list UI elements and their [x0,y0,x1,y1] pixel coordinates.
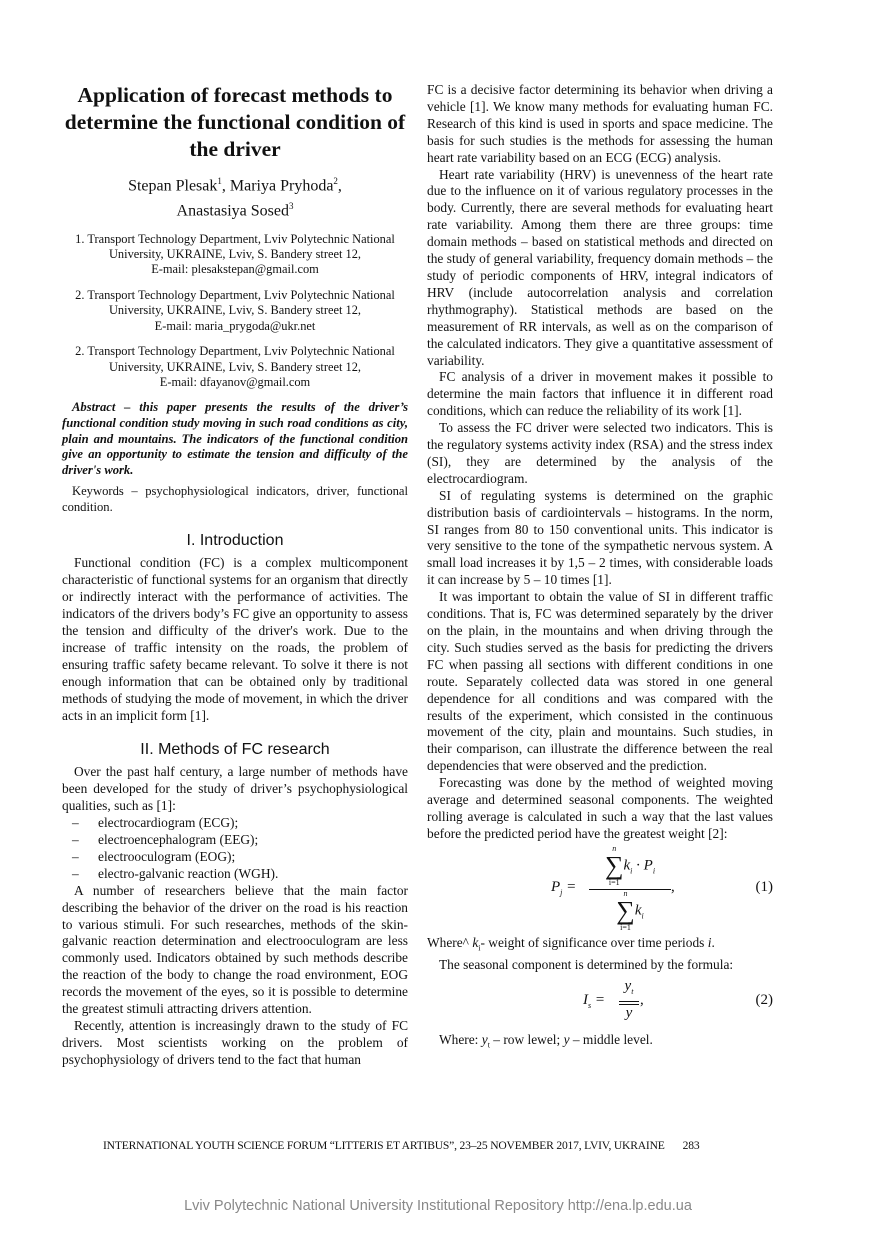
author-name: Mariya Pryhoda [229,177,334,195]
authors [62,171,408,222]
affiliation-email: E-mail: maria_prygoda@ukr.net [154,318,316,333]
section-heading: I. Introduction [186,532,284,550]
author-name: Stepan Plesak [128,177,218,195]
paragraph: Forecasting was done by the method of weighted moving average and determined seasonal components. The weighted rolling average is calculated in such a way that the last values before the predicted period have the greatest weight [2]: [427,775,773,841]
where-text: – middle level. [569,1032,653,1048]
eq-var: i [707,934,712,950]
eq-symbol: · P [632,857,653,874]
sep: , [221,177,230,195]
author-sup: 3 [288,201,294,212]
where-text: - weight of significance over time periods [480,934,708,950]
author-name: Anastasiya Sosed [176,202,289,220]
page-footer [103,1139,699,1152]
right-column [427,82,773,1055]
sum-icon: ∑ [604,850,624,880]
paragraph: The seasonal component is determined by the formula: [439,957,734,973]
affiliation-address: 2. Transport Technology Department, Lviv Polytechnic National University, UKRAINE, Lviv, S. Bandery street 12, [75,287,395,318]
list-item: – electrooculogram (EOG); [62,849,408,866]
paragraph: SI of regulating systems is determined on the graphic distribution basis of cardiointervals – histograms. In the norm, SI ranges from 80 to 150 conventional units. This indicator is very sensitive to the tone of the sympathetic nervous system. A small load increases it by 1,5 – 2 times, with considerable loads it can increase by 5 – 10 times [1]. [427,487,773,588]
eq-symbol: y [624,978,632,995]
affiliation [62,232,408,278]
affiliation-email: E-mail: plesakstepan@gmail.com [151,262,319,277]
paragraph: It was important to obtain the value of SI in different traffic conditions. That is, FC was determined separately by the driver on the plain, in the mountains and when driving through the city. Such studies served as the basis for predicting the drivers FC when passing all sections with different conditions in one route. Separately collected data was stored in one general dependence for all conditions and was compared with the results of the experiment, which consisted in the continuous movement of the city, plain and mountains. Such studies, in their comparison, can illustrate the difference between the real dependencies that were observed and the prediction. [427,589,773,774]
where-end: . [711,934,715,950]
equation-explanation [427,935,773,958]
equation-1: $P_j$ = n ∑ i=1 $k_i \cdot P_i$ n ∑ i=1 $k_i$ , (1) [551,843,773,932]
eq-sub: i [641,911,644,921]
list-item: – electro-galvanic reaction (WGH). [62,866,408,883]
paragraph: Heart rate variability (HRV) is unevenness of the heart rate due to the influence on it of various regulatory processes in the body. Currently, there are several methods for evaluating heart rate variability. Among them there are three groups: time domain methods – based on statistical methods and directed on the study of general variability, frequency domain methods – the study of periodic components of HRV, integral indicators of HRV (include autocorrelation analysis and correlation rhythmography). Statistical methods are based on the measurement of RR intervals, as well as on the comparison of the calculated indicators. They give a quantitative assessment of variability. [427,166,773,368]
equation-explanation [427,1032,773,1055]
author-sup: 2 [333,176,338,186]
eq-symbol: I [583,992,588,1009]
eq-var: y [481,1032,488,1048]
eq-upper: n [623,888,628,898]
section-heading: II. Methods of FC research [140,741,330,759]
eq-symbol: P [551,878,561,895]
eq-comma: , [671,878,675,895]
eq-sub: j [560,887,563,897]
eq-symbol: y [625,1005,633,1022]
list-item: – electrocardiogram (ECG); [62,815,408,832]
sep: , [337,177,342,195]
eq-sub: t [487,1040,490,1050]
footer-text: INTERNATIONAL YOUTH SCIENCE FORUM “LITTERIS ET ARTIBUS”, 23–25 NOVEMBER 2017, LVIV, UKRAINE [103,1139,665,1152]
eq-lower: i=1 [620,922,631,932]
method-list [62,815,408,883]
equation-number: (2) [755,992,773,1009]
repository-watermark: Lviv Polytechnic National University Institutional Repository http://ena.lp.edu.ua [184,1198,692,1214]
eq-var: y [563,1032,570,1048]
eq-var: k [472,934,479,950]
paragraph: Recently, attention is increasingly drawn to the study of FC drivers. Most scientists working on the problem of psychophysiology of drivers tend to the fact that human [62,1017,408,1067]
paragraph: Over the past half century, a large number of methods have been developed for the study of driver’s psychophysiological qualities, such as [1]: [62,764,408,814]
list-item: – electroencephalogram (EEG); [62,832,408,849]
paragraph: Functional condition (FC) is a complex multicomponent characteristic of functional systems for an organism that directly or indirectly interact with the performance of activities. The indicators of the drivers body’s FC give an opportunity to assess the tension and difficulty of the driver's work. Due to the increase of traffic intensity on the roads, the problem of ensuring traffic safety became relevant. To solve it there is not enough information that can be obtained only by traditional methods of studying the mode of movement, in which the driver acts in an implicit form [1]. [62,555,408,723]
eq-lower: i=1 [608,877,620,887]
eq-symbol: k [634,902,642,919]
abstract: Abstract – this paper presents the results of the driver’s functional condition study moving in such road conditions as city, plain and mountains. The indicators of the functional condition give an opportunity to estimate the tension and difficulty of the driver's work. [62,400,408,477]
paragraph: FC analysis of a driver in movement makes it possible to determine the main factors that influence it in different road conditions, which can reduce the reliability of its work [1]. [427,369,773,419]
paragraph: FC is a decisive factor determining its behavior when driving a vehicle [1]. We know many methods for evaluating human FC. Research of this kind is used in sports and space medicine. The basis for such studies is the methods for assessing the human heart rate variability based on an ECG (ECG) analysis. [427,82,773,165]
affiliation-address: 1. Transport Technology Department, Lviv Polytechnic National University, UKRAINE, Lviv, S. Bandery street 12, [75,231,395,262]
page-number: 283 [682,1139,700,1152]
eq-sub: i [630,866,633,876]
affiliation-address: 2. Transport Technology Department, Lviv Polytechnic National University, UKRAINE, Lviv, S. Bandery street 12, [75,344,395,374]
keywords: Keywords – psychophysiological indicators, driver, functional condition. [62,484,408,514]
eq-sub: i [652,866,656,876]
eq-comma: , [640,992,644,1009]
paragraph: A number of researchers believe that the main factor describing the behavior of the driver on the road is his reaction to various stimuli. For such researches, methods of the skin-galvanic reaction determination and electrooculogram are less commonly used. Indicators obtained by such methods describe the reaction of the body to change the road environment, EOG records the movement of the eyes, so it is possible to determine the greatest stimuli attracting drivers attention. [62,882,408,1017]
eq-upper: n [612,843,617,853]
eq-sub: t [631,987,634,997]
paragraph: To assess the FC driver were selected two indicators. This is the regulatory systems activity index (RSA) and the stress index (SI), they are determined by the analysis of the electrocardiogram. [427,420,773,486]
affiliation [62,344,408,390]
where-label: Where^ [427,934,473,950]
eq-sub: s [588,1001,592,1011]
equation-2: $I_s$ = $y_t$ y , (2) [583,978,773,1022]
where-label: Where: [439,1032,482,1048]
eq-symbol: k [623,857,631,874]
affiliation-email: E-mail: dfayanov@gmail.com [159,374,311,389]
affiliation [62,288,408,334]
where-text: – row lewel; [489,1032,564,1048]
author-sup: 1 [217,176,222,186]
eq-sub: i [478,943,481,953]
equation-number: (1) [755,878,773,895]
paper-title: Application of forecast methods to determine the functional condition of the driver [64,83,406,161]
sum-icon: ∑ [616,895,635,925]
left-column [62,82,408,1069]
